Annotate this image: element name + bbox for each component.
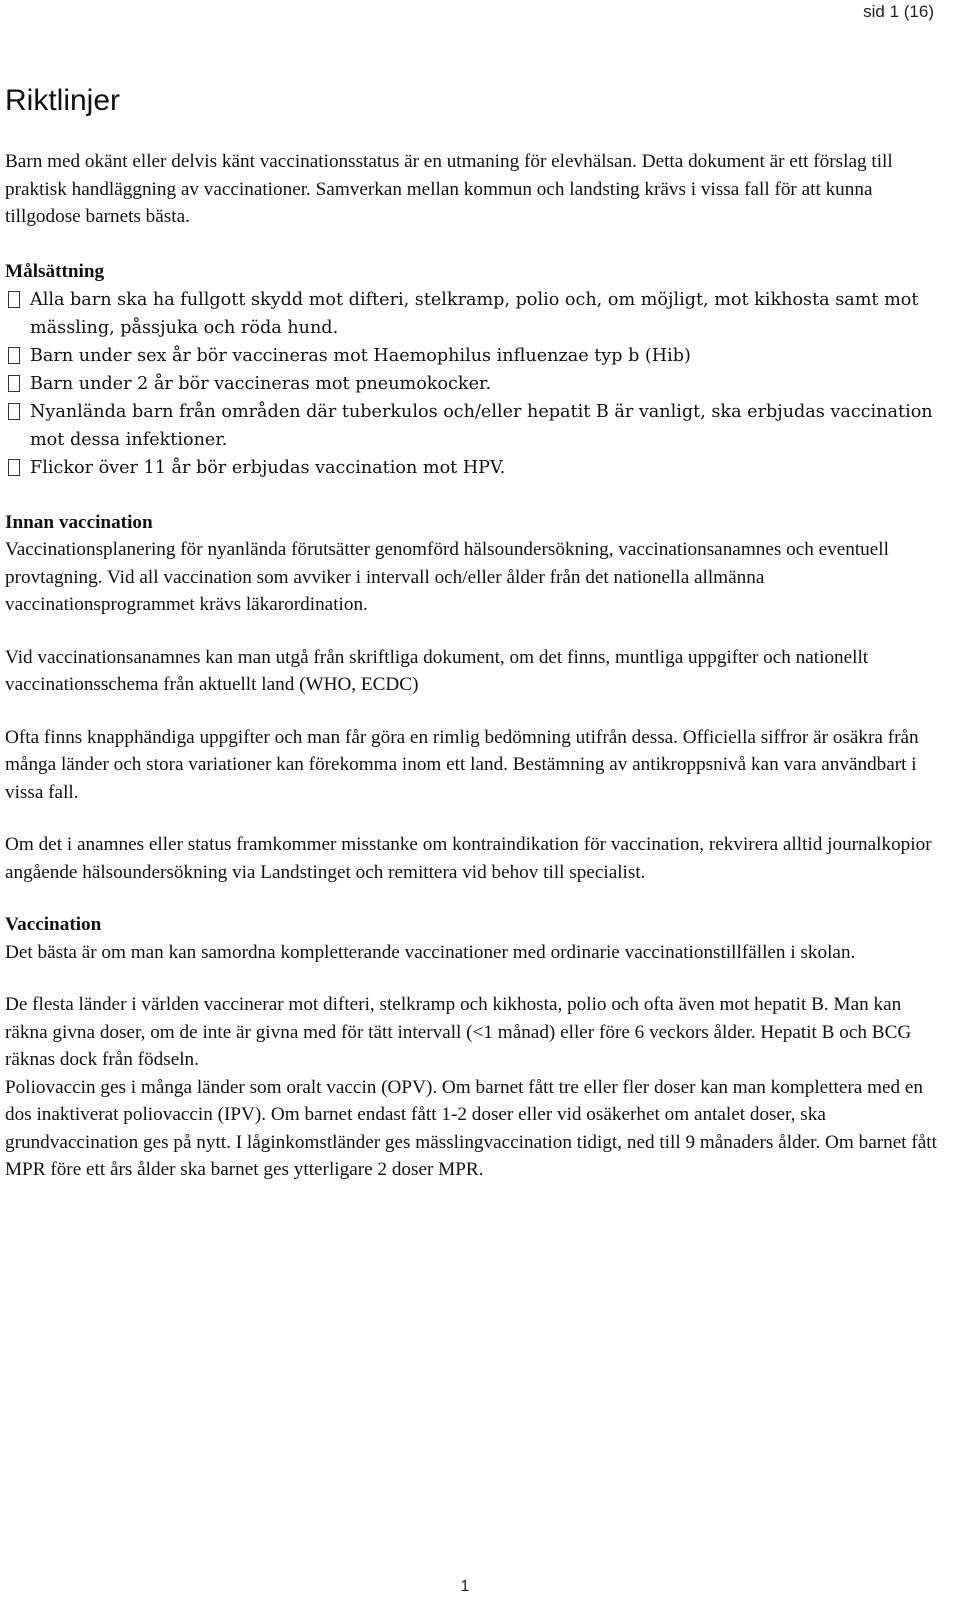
list-item [5, 370, 945, 398]
bullet-box-icon [8, 403, 20, 420]
spacer [5, 966, 945, 991]
list-item-text: Alla barn ska ha fullgott skydd mot difteri, stelkramp, polio och, om möjligt, mot kikhosta samt mot mässling, påssjuka och röda hund. [30, 289, 919, 338]
paragraph: Ofta finns knapphändiga uppgifter och man får göra en rimlig bedömning utifrån dessa. Officiella siffror är osäkra från många länder och stora variationer kan förekomma inom ett land. Bestämning av antikroppsnivå kan vara användbart i vissa fall. [5, 726, 919, 803]
spacer [5, 482, 945, 509]
document-body [5, 148, 945, 1184]
goals-list [5, 286, 945, 482]
list-item [5, 286, 945, 342]
paragraph: Om det i anamnes eller status framkommer misstanke om kontraindikation för vaccination, rekvirera alltid journalkopior angående hälsoundersökning via Landstinget och remittera vid behov till specialist. [5, 834, 932, 883]
spacer [5, 619, 945, 644]
spacer [5, 699, 945, 724]
spacer [5, 231, 945, 258]
before-vaccination-section [5, 509, 945, 887]
paragraph: Det bästa är om man kan samordna kompletterande vaccinationer med ordinarie vaccinationstillfällen i skolan. [5, 941, 856, 963]
before-vaccination-heading: Innan vaccination [5, 511, 153, 533]
bullet-box-icon [8, 347, 20, 364]
page-number: 1 [460, 1578, 470, 1595]
paragraph: Poliovaccin ges i många länder som oralt vaccin (OPV). Om barnet fått tre eller fler doser kan man komplettera med en dos inaktiverat poliovaccin (IPV). Om barnet endast fått 1-2 doser eller vid osäkerhet om antalet doser, ska grundvaccination ges på nytt. I låginkomstländer ges mässlingvaccination tidigt, ned till 9 månaders ålder. Om barnet fått MPR före ett års ålder ska barnet ges ytterligare 2 doser MPR. [5, 1076, 937, 1180]
vaccination-heading: Vaccination [5, 914, 102, 935]
bullet-box-icon [8, 375, 20, 392]
list-item-text: Flickor över 11 år bör erbjudas vaccination mot HPV. [30, 457, 506, 478]
goals-heading: Målsättning [5, 260, 105, 282]
list-item-text: Barn under sex år bör vaccineras mot Haemophilus influenzae typ b (Hib) [30, 345, 691, 366]
list-item [5, 398, 945, 454]
paragraph: Vaccinationsplanering för nyanlända förutsätter genomförd hälsoundersökning, vaccinationsanamnes och eventuell provtagning. Vid all vaccination som avviker i intervall och/eller ålder från det nationella allmänna vaccinationsprogrammet krävs läkarordination. [5, 539, 889, 615]
list-item-text: Nyanlända barn från områden där tuberkulos och/eller hepatit B är vanligt, ska erbjudas vaccination mot dessa infektioner. [30, 401, 933, 450]
bullet-box-icon [8, 291, 20, 308]
paragraph: Vid vaccinationsanamnes kan man utgå från skriftliga dokument, om det finns, muntliga uppgifter och nationellt vaccinationsschema från aktuellt land (WHO, ECDC) [5, 646, 869, 695]
list-item [5, 342, 945, 370]
vaccination-section [5, 911, 945, 1184]
paragraph: De flesta länder i världen vaccinerar mot difteri, stelkramp och kikhosta, polio och ofta även mot hepatit B. Man kan räkna givna doser, om de inte är givna med för tätt intervall (<1 månad) eller före 6 veckors ålder. Hepatit B och BCG räknas dock från födseln. [5, 994, 912, 1070]
page-title: Riktlinjer [5, 84, 121, 117]
list-item [5, 454, 945, 482]
goals-section [5, 258, 945, 482]
list-item-text: Barn under 2 år bör vaccineras mot pneumokocker. [30, 373, 492, 394]
spacer [5, 886, 945, 911]
intro-paragraph: Barn med okänt eller delvis känt vaccinationsstatus är en utmaning för elevhälsan. Detta dokument är ett förslag till praktisk handläggning av vaccinationer. Samverkan mellan kommun och landsting krävs i vissa fall för att kunna tillgodose barnets bästa. [5, 151, 893, 227]
bullet-box-icon [8, 459, 20, 476]
page-label: sid 1 (16) [863, 2, 934, 21]
spacer [5, 806, 945, 831]
